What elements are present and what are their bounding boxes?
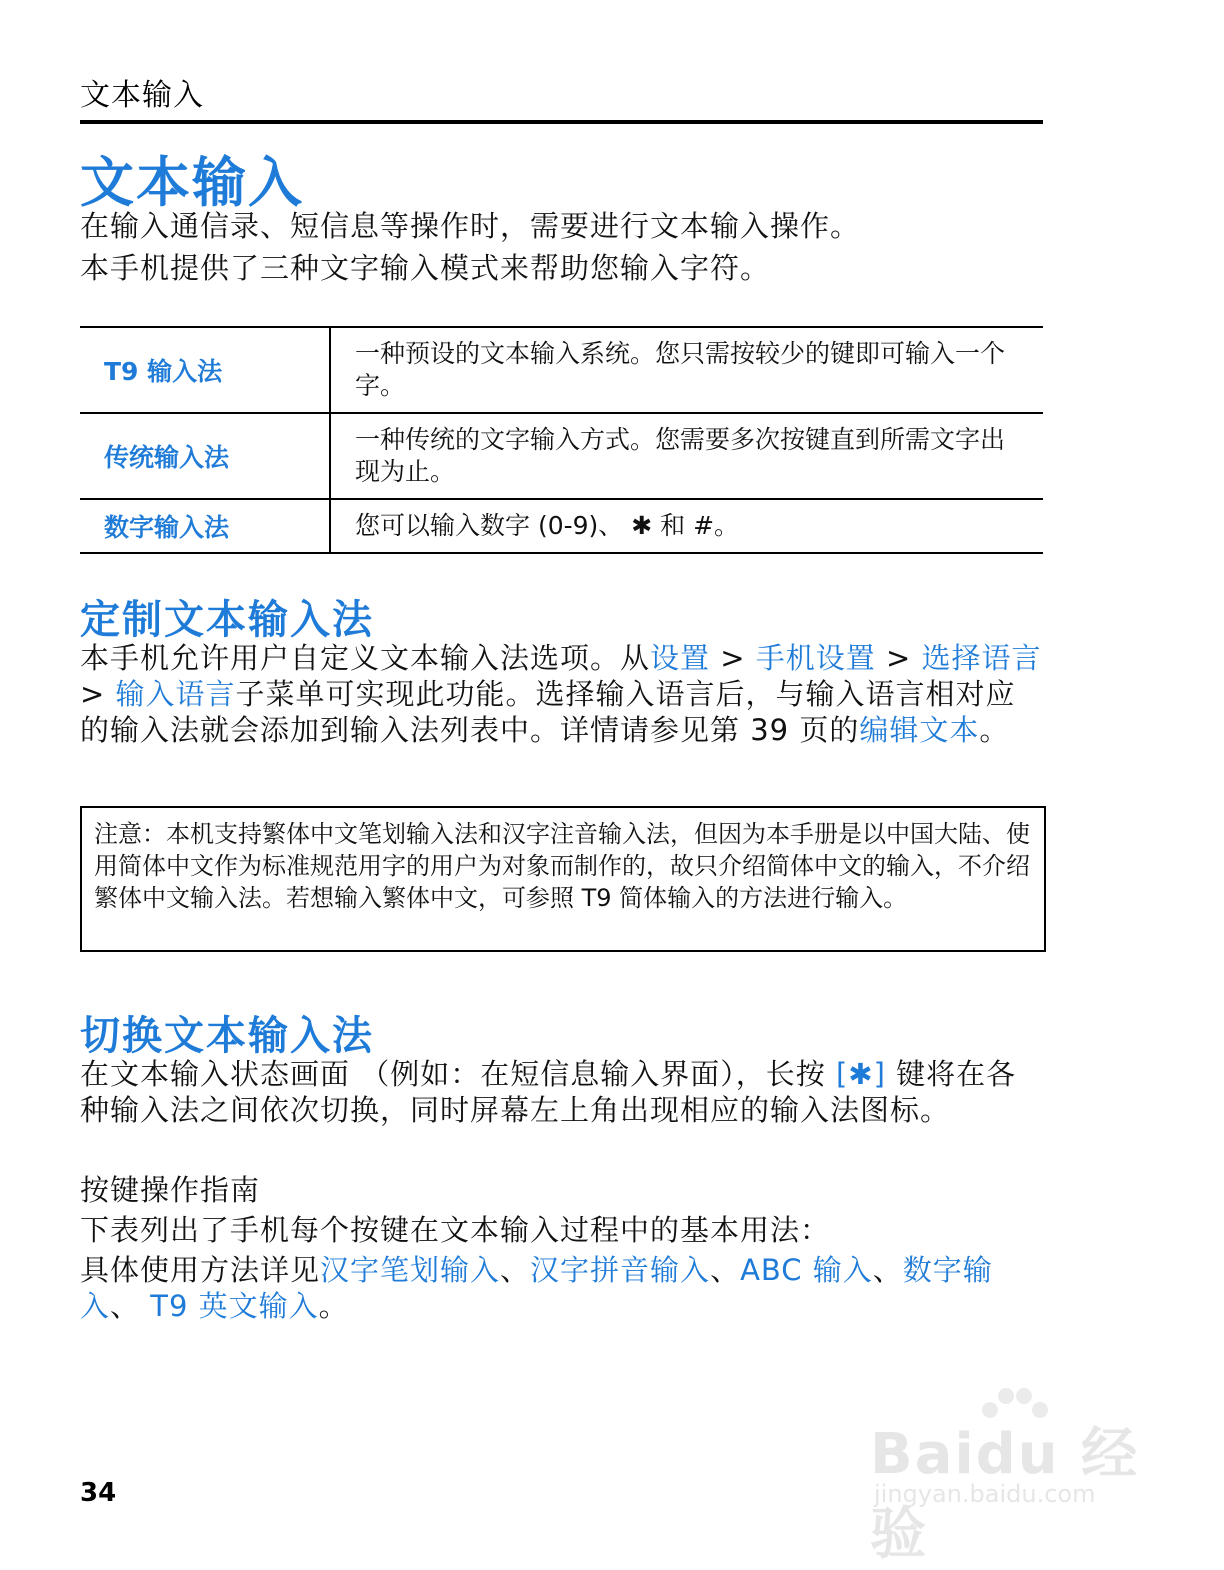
- mode-name: 传统输入法: [80, 413, 330, 499]
- running-header: 文本输入: [80, 78, 204, 113]
- mode-name: 数字输入法: [80, 499, 330, 553]
- link-edit-text[interactable]: 编辑文本: [859, 713, 980, 747]
- link-number-input[interactable]: 数字输入: [80, 1253, 993, 1323]
- header-rule: [80, 120, 1043, 124]
- link-abc-input[interactable]: ABC 输入: [740, 1253, 873, 1287]
- mode-desc: 一种传统的文字输入方式。您需要多次按键直到所需文字出现为止。: [330, 413, 1043, 499]
- page-title: 文本输入: [80, 151, 304, 214]
- watermark-text: Baidu 经验: [870, 1422, 1140, 1567]
- custom-paragraph: 本手机允许用户自定义文本输入法选项。从设置 > 手机设置 > 选择语言 > 输入语言子菜单可实现此功能。选择输入语言后，与输入语言相对应的输入法就会添加到输入法列表中。详情请参见第 39 页的编辑文本。: [80, 641, 1042, 747]
- guide-line-1: 下表列出了手机每个按键在文本输入过程中的基本用法：: [80, 1213, 831, 1247]
- link-pinyin-input[interactable]: 汉字拼音输入: [530, 1253, 711, 1287]
- watermark-url: jingyan.baidu.com: [874, 1480, 1096, 1508]
- page-number: 34: [80, 1478, 117, 1508]
- guide-title: 按键操作指南: [80, 1173, 261, 1207]
- link-stroke-input[interactable]: 汉字笔划输入: [320, 1253, 501, 1287]
- link-select-language[interactable]: 选择语言: [921, 641, 1042, 675]
- section-heading-switch: 切换文本输入法: [80, 1013, 374, 1059]
- section-heading-custom: 定制文本输入法: [80, 597, 374, 643]
- switch-paragraph: 在文本输入状态画面 （例如：在短信息输入界面），长按 [✱] 键将在各种输入法之间依次切换，同时屏幕左上角出现相应的输入法图标。: [80, 1057, 1017, 1127]
- link-input-language[interactable]: 输入语言: [115, 677, 236, 711]
- table-row: [80, 413, 1043, 499]
- link-settings[interactable]: 设置: [650, 641, 711, 675]
- mode-desc: 您可以输入数字 (0-9)、 ✱ 和 #。: [330, 499, 1043, 553]
- guide-line-2: 具体使用方法详见汉字笔划输入、汉字拼音输入、ABC 输入、数字输入、 T9 英文输入。: [80, 1253, 993, 1323]
- link-phone-settings[interactable]: 手机设置: [755, 641, 876, 675]
- input-modes-table: [80, 326, 1043, 554]
- intro-line-2: 本手机提供了三种文字输入模式来帮助您输入字符。: [80, 251, 771, 285]
- baidu-watermark: [860, 1380, 1160, 1567]
- table-row: [80, 499, 1043, 553]
- note-box: 注意：本机支持繁体中文笔划输入法和汉字注音输入法，但因为本手册是以中国大陆、使用简体中文作为标准规范用字的用户为对象而制作的，故只介绍简体中文的输入，不介绍繁体中文输入法。若想输入繁体中文，可参照 T9 简体输入的方法进行输入。: [80, 806, 1046, 952]
- star-key-label: [✱]: [825, 1057, 897, 1091]
- table-row: [80, 327, 1043, 413]
- mode-desc: 一种预设的文本输入系统。您只需按较少的键即可输入一个字。: [330, 327, 1043, 413]
- link-t9-english-input[interactable]: T9 英文输入: [150, 1289, 319, 1323]
- intro-line-1: 在输入通信录、短信息等操作时，需要进行文本输入操作。: [80, 209, 861, 243]
- mode-name: T9 输入法: [80, 327, 330, 413]
